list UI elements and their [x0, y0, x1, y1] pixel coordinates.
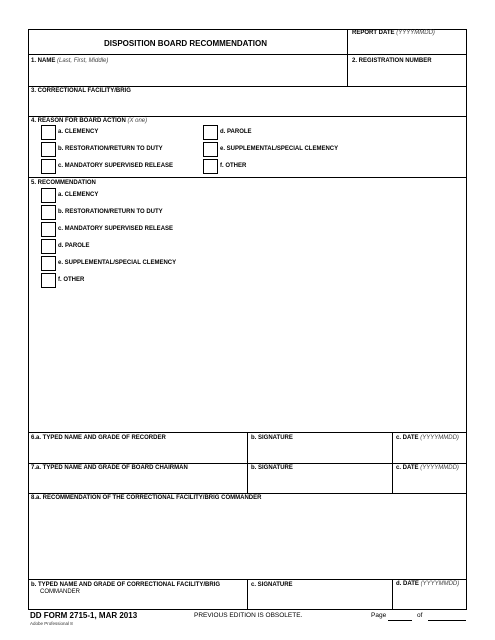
rec-checkbox-a[interactable] [41, 188, 56, 203]
form-title: DISPOSITION BOARD RECOMMENDATION [104, 39, 267, 48]
commander-date-field[interactable] [395, 590, 465, 609]
commander-date-label: d. DATE (YYYYMMDD) [396, 581, 460, 587]
obsolete-note: PREVIOUS EDITION IS OBSOLETE. [194, 612, 303, 619]
report-date-line [347, 54, 467, 55]
row8-divider-1 [247, 579, 248, 610]
page-number-field[interactable] [388, 620, 412, 621]
commander-signature-field[interactable] [250, 590, 390, 609]
reason-option-b: b. RESTORATION/RETURN TO DUTY [58, 146, 163, 152]
chairman-date-field[interactable] [395, 473, 465, 491]
reason-checkbox-a[interactable] [41, 125, 56, 140]
chairman-label: 7.a. TYPED NAME AND GRADE OF BOARD CHAIRMAN [31, 465, 188, 471]
recorder-date-label: c. DATE (YYYYMMDD) [396, 435, 459, 441]
row-line-2 [28, 86, 467, 87]
row-line-3 [28, 116, 467, 117]
recorder-name-field[interactable] [31, 443, 245, 461]
rec-option-a: a. CLEMENCY [58, 192, 99, 198]
reason-option-e: e. SUPPLEMENTAL/SPECIAL CLEMENCY [220, 146, 339, 152]
commander-recommendation-field[interactable] [31, 504, 465, 577]
rec-option-c: c. MANDATORY SUPERVISED RELEASE [58, 226, 174, 232]
reason-checkbox-e[interactable] [203, 142, 218, 157]
report-date-field[interactable] [350, 36, 465, 53]
registration-field[interactable] [350, 66, 465, 84]
recorder-date-field[interactable] [395, 443, 465, 461]
registration-label: 2. REGISTRATION NUMBER [352, 58, 432, 64]
chairman-signature-label: b. SIGNATURE [251, 465, 293, 471]
report-date-label: REPORT DATE (YYYYMMDD) [352, 30, 435, 36]
row-line-1 [28, 54, 348, 55]
commander-name-field[interactable] [31, 596, 245, 609]
recorder-signature-label: b. SIGNATURE [251, 435, 293, 441]
reason-option-d: d. PAROLE [220, 129, 252, 135]
reason-label: 4. REASON FOR BOARD ACTION (X one) [31, 118, 148, 124]
facility-field[interactable] [31, 96, 465, 115]
page-label: Page [371, 612, 387, 619]
recorder-signature-field[interactable] [250, 443, 390, 461]
reason-checkbox-b[interactable] [41, 142, 56, 157]
rec-checkbox-f[interactable] [41, 273, 56, 288]
row7-divider-2 [392, 463, 393, 493]
recorder-label: 6.a. TYPED NAME AND GRADE OF RECORDER [31, 435, 166, 441]
of-label: of [417, 612, 423, 619]
recommendation-label: 5. RECOMMENDATION [31, 180, 96, 186]
facility-label: 3. CORRECTIONAL FACILITY/BRIG [31, 88, 131, 94]
commander-name-label: b. TYPED NAME AND GRADE OF CORRECTIONAL FACILITY/BRIG [31, 582, 221, 588]
commander-name-label-2: COMMANDER [40, 589, 80, 595]
row6-divider-2 [392, 432, 393, 463]
recommendation-text-area[interactable] [70, 292, 465, 430]
page-total-field[interactable] [428, 620, 466, 621]
reason-option-f: f. OTHER [220, 163, 247, 169]
rec-checkbox-e[interactable] [41, 256, 56, 271]
rec-option-f: f. OTHER [58, 277, 85, 283]
chairman-date-label: c. DATE (YYYYMMDD) [396, 465, 459, 471]
reason-option-a: a. CLEMENCY [58, 129, 99, 135]
row6-divider-1 [247, 432, 248, 463]
row-line-7 [28, 493, 467, 494]
reason-checkbox-d[interactable] [203, 125, 218, 140]
commander-recommendation-label: 8.a. RECOMMENDATION OF THE CORRECTIONAL FACILITY/BRIG COMMANDER [31, 495, 262, 501]
rec-checkbox-b[interactable] [41, 205, 56, 220]
row8-divider-2 [392, 579, 393, 610]
rec-checkbox-d[interactable] [41, 239, 56, 254]
form-id: DD FORM 2715-1, MAR 2013 [30, 611, 138, 620]
rec-checkbox-c[interactable] [41, 222, 56, 237]
commander-signature-label: c. SIGNATURE [251, 582, 293, 588]
chairman-name-field[interactable] [31, 473, 245, 491]
reason-checkbox-f[interactable] [203, 159, 218, 174]
reason-checkbox-c[interactable] [41, 159, 56, 174]
rec-option-e: e. SUPPLEMENTAL/SPECIAL CLEMENCY [58, 260, 177, 266]
rec-option-d: d. PAROLE [58, 243, 90, 249]
reason-option-c: c. MANDATORY SUPERVISED RELEASE [58, 163, 174, 169]
header-divider [347, 29, 348, 86]
software-note: Adobe Professional 8 [30, 621, 73, 626]
rec-option-b: b. RESTORATION/RETURN TO DUTY [58, 209, 163, 215]
name-label: 1. NAME (Last, First, Middle) [31, 58, 109, 64]
name-field[interactable] [31, 66, 345, 84]
row7-divider-1 [247, 463, 248, 493]
row-line-4 [28, 177, 467, 178]
chairman-signature-field[interactable] [250, 473, 390, 491]
